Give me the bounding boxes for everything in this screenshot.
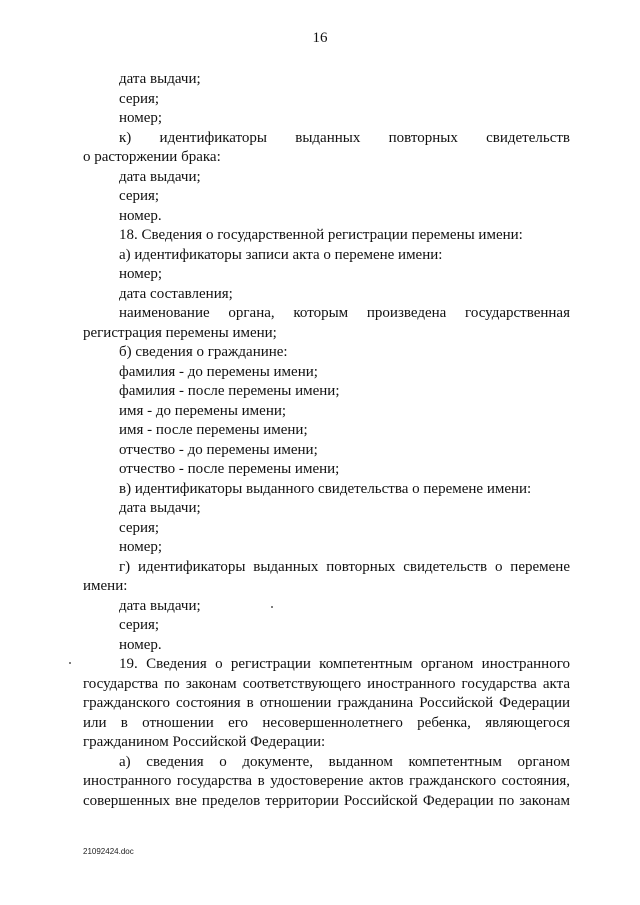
page-number: 16: [312, 30, 328, 46]
text-line: а) сведения о документе, выданном компетентным органом: [119, 753, 570, 770]
text-line: регистрация перемены имени;: [83, 324, 277, 341]
text-line: фамилия - после перемены имени;: [119, 383, 340, 399]
text-line: 18. Сведения о государственной регистрации перемены имени:: [119, 227, 523, 243]
scan-speck: [271, 606, 273, 608]
text-line: дата выдачи;: [119, 500, 201, 516]
text-line: государства по законам соответствующего иностранного государства акта: [83, 675, 570, 692]
text-line: к) идентификаторы выданных повторных свидетельств: [119, 129, 570, 146]
text-line: гражданского состояния в отношении гражданина Российской Федерации: [83, 695, 570, 711]
document-body: [83, 70, 570, 811]
text-line: имя - после перемены имени;: [119, 422, 308, 438]
text-line: наименование органа, которым произведена государственная: [119, 305, 570, 321]
text-line: гражданином Российской Федерации:: [83, 734, 326, 750]
text-line: совершенных вне пределов территории Российской Федерации по законам: [83, 792, 570, 809]
text-line: серия;: [119, 90, 160, 107]
text-line: серия;: [119, 617, 160, 633]
text-line: отчество - после перемены имени;: [119, 461, 340, 477]
text-line: а) идентификаторы записи акта о перемене имени:: [119, 246, 443, 263]
text-line: номер;: [119, 110, 163, 126]
text-line: или в отношении его несовершеннолетнего ребенка, являющегося: [83, 714, 570, 731]
footer-filename: 21092424.doc: [83, 847, 134, 856]
text-line: серия;: [119, 188, 160, 204]
text-line: г) идентификаторы выданных повторных свидетельств о перемене: [119, 558, 570, 575]
text-line: отчество - до перемены имени;: [119, 441, 318, 458]
scan-speck: [69, 662, 71, 664]
text-line: дата выдачи;: [119, 71, 201, 87]
text-line: фамилия - до перемены имени;: [119, 363, 318, 380]
text-line: номер;: [119, 266, 163, 282]
text-line: о расторжении брака:: [83, 149, 221, 165]
text-line: дата выдачи;: [119, 597, 201, 614]
text-line: 19. Сведения о регистрации компетентным органом иностранного: [119, 656, 570, 672]
text-line: дата выдачи;: [119, 168, 201, 185]
text-line: в) идентификаторы выданного свидетельства о перемене имени:: [119, 480, 532, 497]
text-line: номер.: [119, 636, 162, 653]
text-line: б) сведения о гражданине:: [119, 344, 288, 360]
text-line: серия;: [119, 519, 160, 536]
text-line: номер;: [119, 539, 163, 555]
text-line: имя - до перемены имени;: [119, 402, 287, 419]
text-line: дата составления;: [119, 285, 233, 302]
text-line: номер.: [119, 207, 162, 224]
text-line: имени:: [83, 578, 128, 594]
text-line: иностранного государства в удостоверение актов гражданского состояния,: [83, 773, 570, 789]
